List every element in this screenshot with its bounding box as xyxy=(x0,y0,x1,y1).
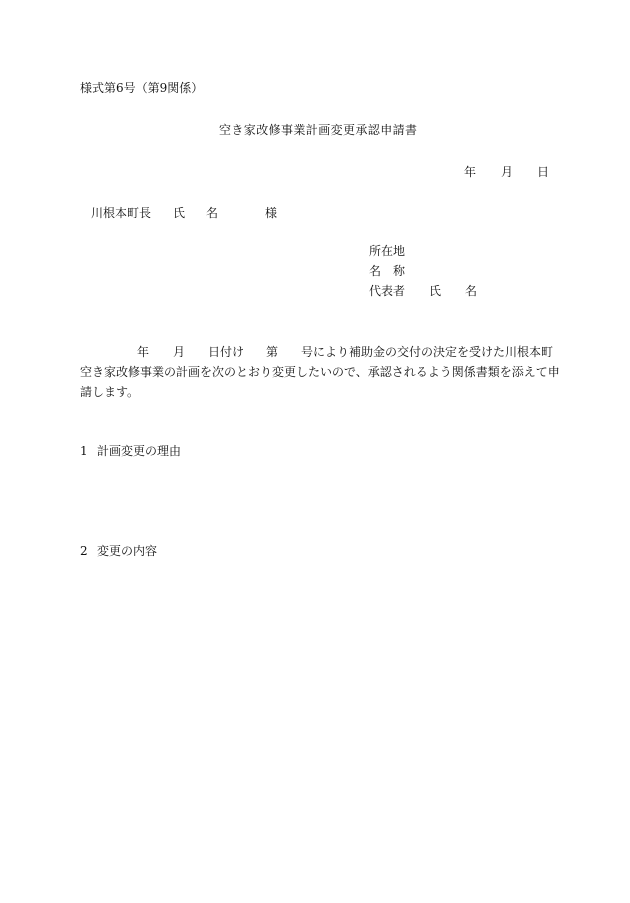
representative-mei: 名 xyxy=(465,284,478,298)
applicant-name-label: 名 称 xyxy=(369,264,406,278)
applicant-block xyxy=(369,243,529,303)
body-paragraph xyxy=(80,342,560,402)
body-number-prefix: 第 xyxy=(266,345,279,359)
body-line-1 xyxy=(80,342,554,362)
addressee-honorific: 様 xyxy=(265,206,278,220)
section-2-heading xyxy=(80,543,157,559)
date-year-label: 年 xyxy=(464,165,477,179)
body-year: 年 xyxy=(137,345,150,359)
body-month: 月 xyxy=(173,345,186,359)
addressee-mayor: 川根本町長 xyxy=(91,206,152,220)
applicant-representative-label: 代表者 xyxy=(369,284,406,298)
body-line-1-rest: 号により補助金の交付の決定を受けた川根本町 xyxy=(301,345,554,359)
date-line xyxy=(464,164,554,180)
applicant-representative-row xyxy=(369,283,529,303)
representative-shi: 氏 xyxy=(429,284,442,298)
body-line-3: 請します。 xyxy=(80,385,140,399)
applicant-address-row xyxy=(369,243,529,263)
addressee-line xyxy=(91,205,311,221)
body-dated: 日付け xyxy=(208,345,245,359)
document-title: 空き家改修事業計画変更承認申請書 xyxy=(219,123,418,137)
section-1-label: 計画変更の理由 xyxy=(97,444,182,458)
section-2-label: 変更の内容 xyxy=(97,544,158,558)
section-2-number: 2 xyxy=(80,544,88,558)
section-1-number: 1 xyxy=(80,444,88,458)
addressee-shi: 氏 xyxy=(173,206,186,220)
addressee-mei: 名 xyxy=(206,206,219,220)
date-day-label: 日 xyxy=(537,165,550,179)
body-line-2: 空き家改修事業の計画を次のとおり変更したいので、承認されるよう関係書類を添えて申 xyxy=(80,365,560,379)
section-1-heading xyxy=(80,443,181,459)
date-month-label: 月 xyxy=(501,165,514,179)
applicant-name-row xyxy=(369,263,529,283)
applicant-address-label: 所在地 xyxy=(369,244,406,258)
form-number: 様式第6号（第9関係） xyxy=(80,81,204,95)
